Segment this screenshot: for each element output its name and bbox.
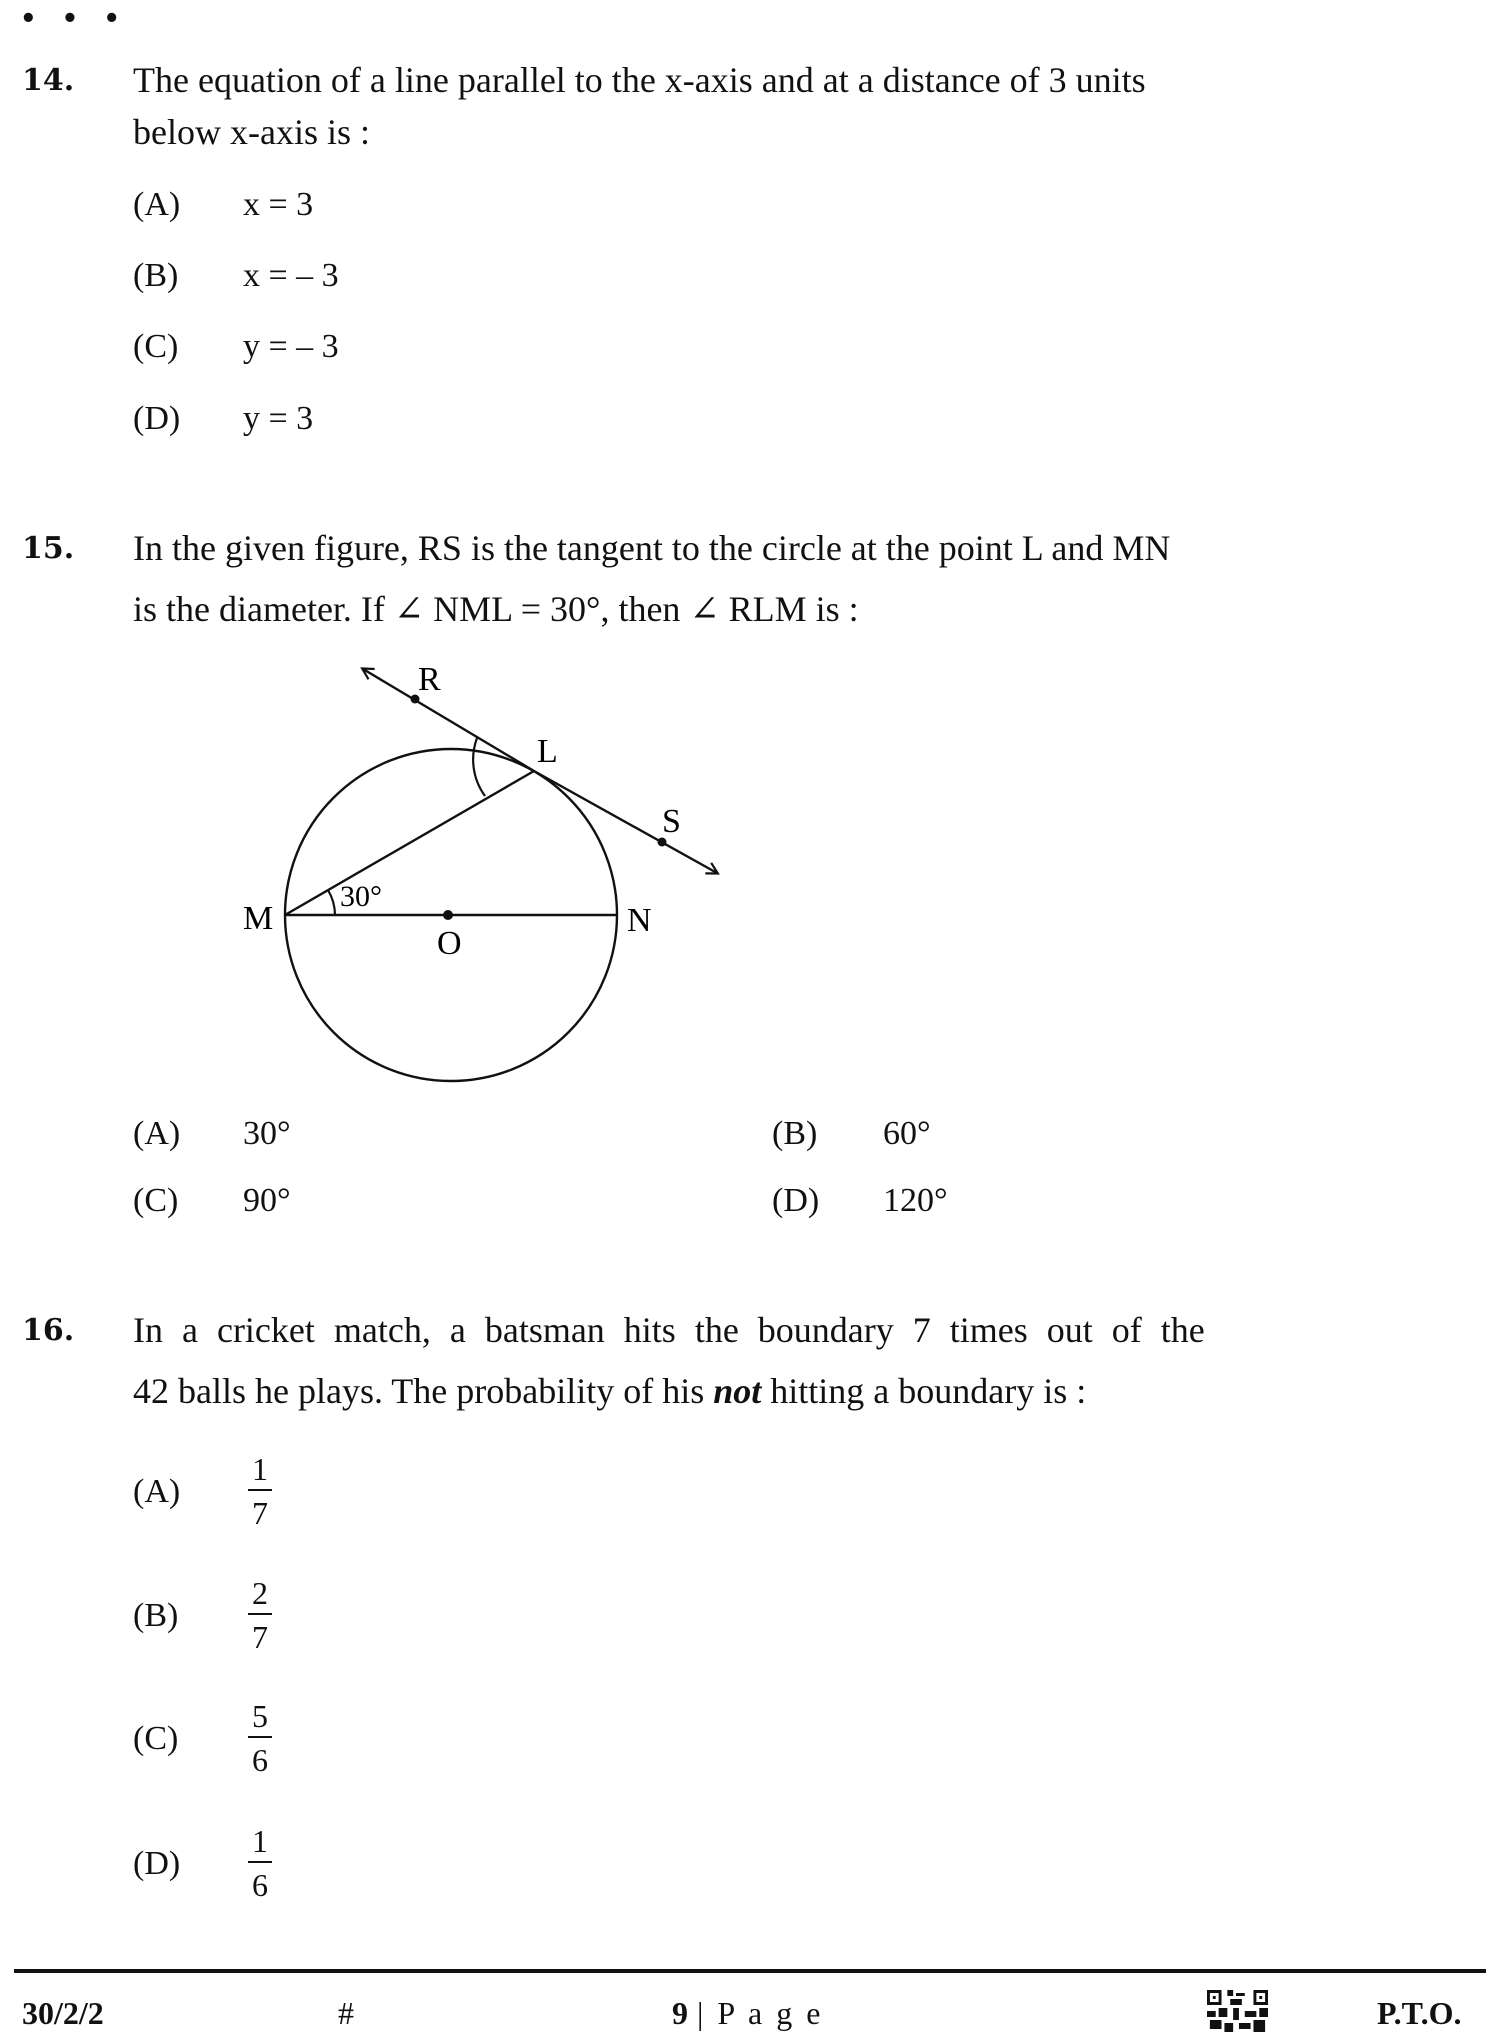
- option-d-fraction: [245, 1825, 275, 1901]
- option-a-label[interactable]: (A): [133, 1473, 181, 1510]
- option-d-label[interactable]: (D): [133, 1845, 181, 1882]
- chord-ml: [285, 771, 534, 915]
- tangent-rs: [534, 771, 717, 873]
- option-a-value: x = 3: [243, 186, 314, 223]
- option-c-label[interactable]: (C): [133, 1720, 179, 1757]
- option-c-value: 90°: [243, 1182, 291, 1219]
- numerator: 5: [252, 1698, 268, 1734]
- question-text-line-1: In a cricket match, a batsman hits the boundary 7 times out of the: [133, 1310, 1205, 1350]
- question-text: 42 balls he plays. The probability of his: [133, 1371, 705, 1411]
- option-b-label[interactable]: (B): [133, 257, 179, 294]
- label-s: S: [662, 803, 681, 840]
- option-a-label[interactable]: (A): [133, 186, 181, 223]
- denominator: 6: [252, 1742, 268, 1778]
- option-b-fraction: [245, 1577, 275, 1653]
- numerator: 1: [252, 1451, 268, 1487]
- question-text: The equation of a line parallel to the x-axis and at a distance of 3 units: [133, 60, 1146, 100]
- option-c-fraction: [245, 1700, 275, 1776]
- angle-arc-l: [473, 738, 485, 796]
- option-c-label[interactable]: (C): [133, 328, 179, 365]
- footer-divider: [14, 1969, 1486, 1973]
- fraction-bar: [248, 1489, 272, 1491]
- denominator: 6: [252, 1867, 268, 1903]
- question-text: hitting a boundary is :: [770, 1371, 1087, 1411]
- paper-code: 30/2/2: [22, 1995, 104, 2031]
- label-r: R: [418, 661, 441, 698]
- denominator: 7: [252, 1619, 268, 1655]
- option-c-value: y = – 3: [243, 328, 339, 365]
- question-number: 16.: [22, 1313, 75, 1348]
- label-o: O: [437, 925, 462, 962]
- label-l: L: [537, 733, 558, 770]
- qr-code-icon: [1207, 1990, 1268, 2032]
- ellipsis-menu-icon: • • •: [20, 4, 128, 34]
- fraction-bar: [248, 1736, 272, 1738]
- question-number: 14.: [22, 63, 75, 98]
- option-a-value: 30°: [243, 1115, 291, 1152]
- fraction-bar: [248, 1613, 272, 1615]
- option-b-value: x = – 3: [243, 257, 339, 294]
- point-o: [443, 910, 453, 920]
- question-number: 15.: [22, 531, 75, 566]
- question-text-line-1: In the given figure, RS is the tangent to the circle at the point L and MN: [133, 528, 1171, 568]
- question-text-line-2: [133, 1373, 1086, 1409]
- angle-arc-m: [328, 890, 335, 915]
- numerator: 2: [252, 1575, 268, 1611]
- option-a-fraction: [245, 1453, 275, 1529]
- option-b-label[interactable]: (B): [772, 1115, 818, 1152]
- option-d-value: 120°: [883, 1182, 948, 1219]
- label-m: M: [243, 900, 274, 937]
- option-a-label[interactable]: (A): [133, 1115, 181, 1152]
- option-d-value: y = 3: [243, 400, 314, 437]
- hash-mark: #: [338, 1995, 354, 2031]
- option-b-label[interactable]: (B): [133, 1597, 179, 1634]
- emphasis-not: not: [713, 1371, 762, 1411]
- label-n: N: [627, 902, 652, 939]
- denominator: 7: [252, 1495, 268, 1531]
- option-c-label[interactable]: (C): [133, 1182, 179, 1219]
- label-angle-30: 30°: [340, 880, 382, 913]
- tangent-rs: [363, 669, 534, 771]
- fraction-bar: [248, 1861, 272, 1863]
- question-text-line-2: below x-axis is :: [133, 112, 370, 152]
- page-number: 9: [672, 1995, 688, 2031]
- option-d-label[interactable]: (D): [133, 400, 181, 437]
- page-label: | P a g e: [697, 1995, 824, 2031]
- pto-label: P.T.O.: [1377, 1995, 1462, 2031]
- option-d-label[interactable]: (D): [772, 1182, 820, 1219]
- question-text-line-2: is the diameter. If ∠ NML = 30°, then ∠ RLM is :: [133, 589, 859, 629]
- numerator: 1: [252, 1823, 268, 1859]
- option-b-value: 60°: [883, 1115, 931, 1152]
